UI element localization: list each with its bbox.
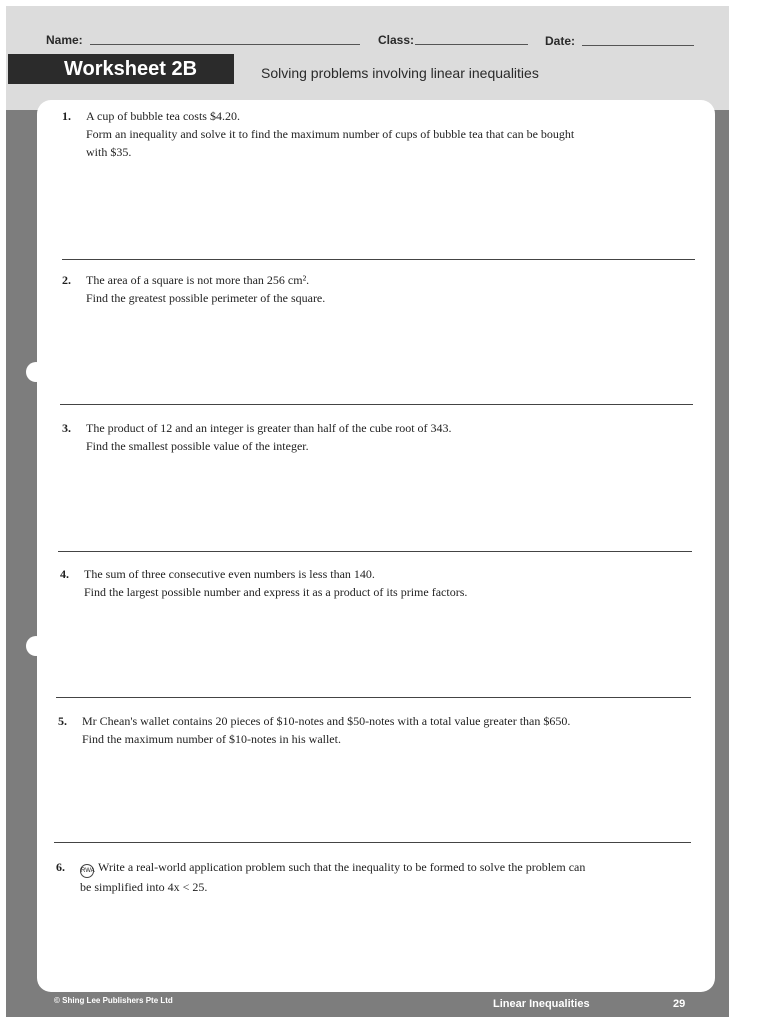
punch-hole-top	[26, 362, 46, 382]
question-2	[62, 271, 682, 307]
question-number: 5.	[58, 714, 67, 728]
question-text-line: be simplified into 4x < 25.	[80, 880, 208, 894]
real-world-application-icon: RWA	[80, 864, 94, 878]
question-text-line: Find the greatest possible perimeter of the square.	[86, 291, 326, 305]
question-number: 1.	[62, 109, 71, 123]
question-text-line: A cup of bubble tea costs $4.20.	[86, 109, 240, 123]
answer-separator	[54, 842, 691, 843]
question-text-line: The sum of three consecutive even numbers is less than 140.	[84, 567, 375, 581]
name-label: Name:	[46, 33, 83, 47]
question-number: 4.	[60, 567, 69, 581]
question-text-line: The area of a square is not more than 256 cm².	[86, 273, 310, 287]
class-line	[415, 44, 528, 45]
name-line	[90, 44, 360, 45]
question-5	[58, 712, 678, 748]
question-text-line: The product of 12 and an integer is greater than half of the cube root of 343.	[86, 421, 452, 435]
question-3	[62, 419, 682, 455]
answer-separator	[56, 697, 691, 698]
question-text-line: Mr Chean's wallet contains 20 pieces of $10-notes and $50-notes with a total value greater than $650.	[82, 714, 571, 728]
question-number: 2.	[62, 273, 71, 287]
answer-separator	[60, 404, 693, 405]
class-label: Class:	[378, 33, 415, 47]
question-1	[62, 107, 682, 161]
punch-hole-bottom	[26, 636, 46, 656]
date-label: Date:	[545, 34, 576, 48]
copyright-text: © Shing Lee Publishers Pte Ltd	[54, 996, 173, 1005]
question-4	[60, 565, 680, 601]
question-number: 3.	[62, 421, 71, 435]
question-6	[56, 858, 676, 896]
question-text-line: Find the maximum number of $10-notes in his wallet.	[82, 732, 341, 746]
question-text-line: Find the largest possible number and express it as a product of its prime factors.	[84, 585, 468, 599]
answer-separator	[58, 551, 692, 552]
question-text-line: Find the smallest possible value of the integer.	[86, 439, 309, 453]
worksheet-subtitle: Solving problems involving linear inequalities	[261, 65, 539, 81]
page-number: 29	[673, 998, 686, 1010]
worksheet-title: Worksheet 2B	[8, 54, 234, 84]
question-text-line: Form an inequality and solve it to find the maximum number of cups of bubble tea that can be bought	[86, 127, 575, 141]
chapter-title: Linear Inequalities	[493, 998, 590, 1010]
question-text-line: Write a real-world application problem such that the inequality to be formed to solve the problem can	[98, 860, 586, 874]
question-text-line: with $35.	[86, 145, 132, 159]
answer-separator	[62, 259, 695, 260]
date-line	[582, 45, 694, 46]
question-number: 6.	[56, 860, 65, 874]
